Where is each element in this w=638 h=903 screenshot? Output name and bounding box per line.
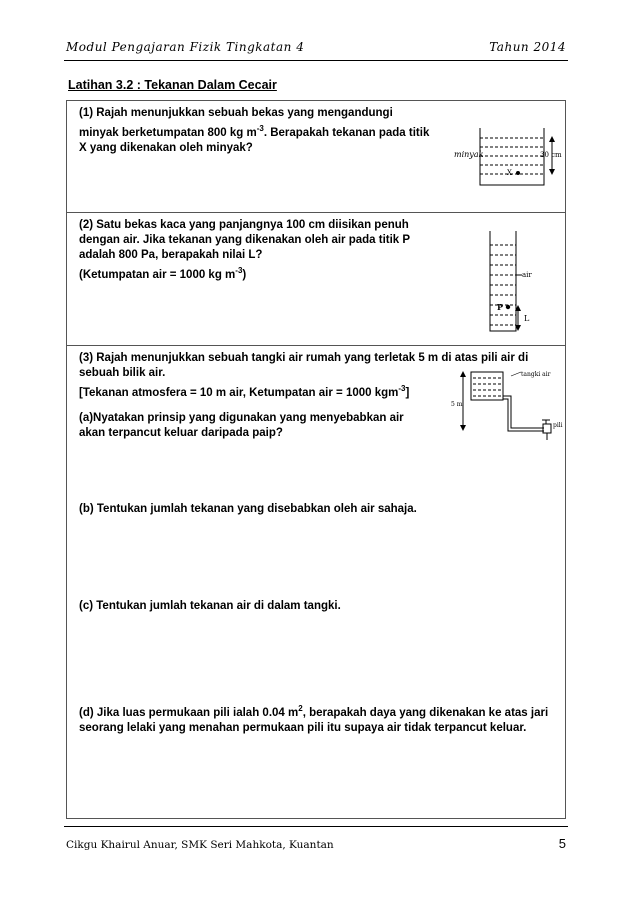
header-year: Tahun 2014 bbox=[489, 40, 566, 54]
page-footer bbox=[64, 826, 568, 857]
question-3b-text: (b) Tentukan jumlah tekanan yang disebabkan oleh air sahaja. bbox=[79, 503, 417, 515]
question-2-figure bbox=[482, 227, 552, 339]
height-label: 30 cm bbox=[540, 151, 562, 159]
l-label: L bbox=[524, 314, 530, 323]
page-header bbox=[64, 38, 568, 61]
tank-label: tangki air bbox=[521, 371, 551, 378]
question-3-figure bbox=[449, 368, 564, 448]
height-label: 5 m bbox=[451, 401, 463, 408]
question-2-box bbox=[66, 212, 566, 345]
question-1-figure bbox=[452, 123, 562, 193]
footer-author: Cikgu Khairul Anuar, SMK Seri Mahkota, Kuantan bbox=[66, 839, 334, 851]
question-2-text: (2) Satu bekas kaca yang panjangnya 100 cm diisikan penuh dengan air. Jika tekanan yang dikenakan oleh air pada titik P adalah 800 Pa, berapakah nilai L? (Ketumpatan air = 1000 kg $m^{-3}$) bbox=[79, 219, 411, 281]
exercise-title: Latihan 3.2 : Tekanan Dalam Cecair bbox=[68, 78, 277, 92]
water-label: air bbox=[522, 271, 532, 279]
point-x-label: X bbox=[507, 169, 512, 177]
question-3-box bbox=[66, 345, 566, 819]
point-p-label: P bbox=[497, 302, 504, 312]
question-3-text: (3) Rajah menunjukkan sebuah tangki air rumah yang terletak 5 m di atas pili air di sebuah bilik air. [Tekanan atmosfera = 10 m air, Ketumpatan air = 1000 kgm$^{-3}$] bbox=[79, 352, 529, 399]
question-1-text: (1) Rajah menunjukkan sebuah bekas yang mengandungi minyak berketumpatan 800 kg $m^{-3}$. Berapakah tekanan pada titik X yang dikenakan oleh minyak? bbox=[79, 107, 430, 154]
question-3d-text: (d) Jika luas permukaan pili ialah 0.04 $m^2$, berapakah daya yang dikenakan ke atas jari seorang lelaki yang menahan permukaan pili itu supaya air tidak terpancut keluar. bbox=[79, 704, 549, 734]
question-3a-text: (a)Nyatakan prinsip yang digunakan yang menyebabkan air akan terpancut keluar daripada paip? bbox=[79, 412, 404, 439]
tap-label: pili bbox=[553, 422, 563, 429]
question-3c-text: (c) Tentukan jumlah tekanan air di dalam tangki. bbox=[79, 600, 341, 612]
header-module-title: Modul Pengajaran Fizik Tingkatan 4 bbox=[66, 40, 305, 54]
oil-label: minyak bbox=[454, 150, 484, 159]
question-1-box bbox=[66, 100, 566, 212]
page-number: 5 bbox=[558, 836, 566, 851]
